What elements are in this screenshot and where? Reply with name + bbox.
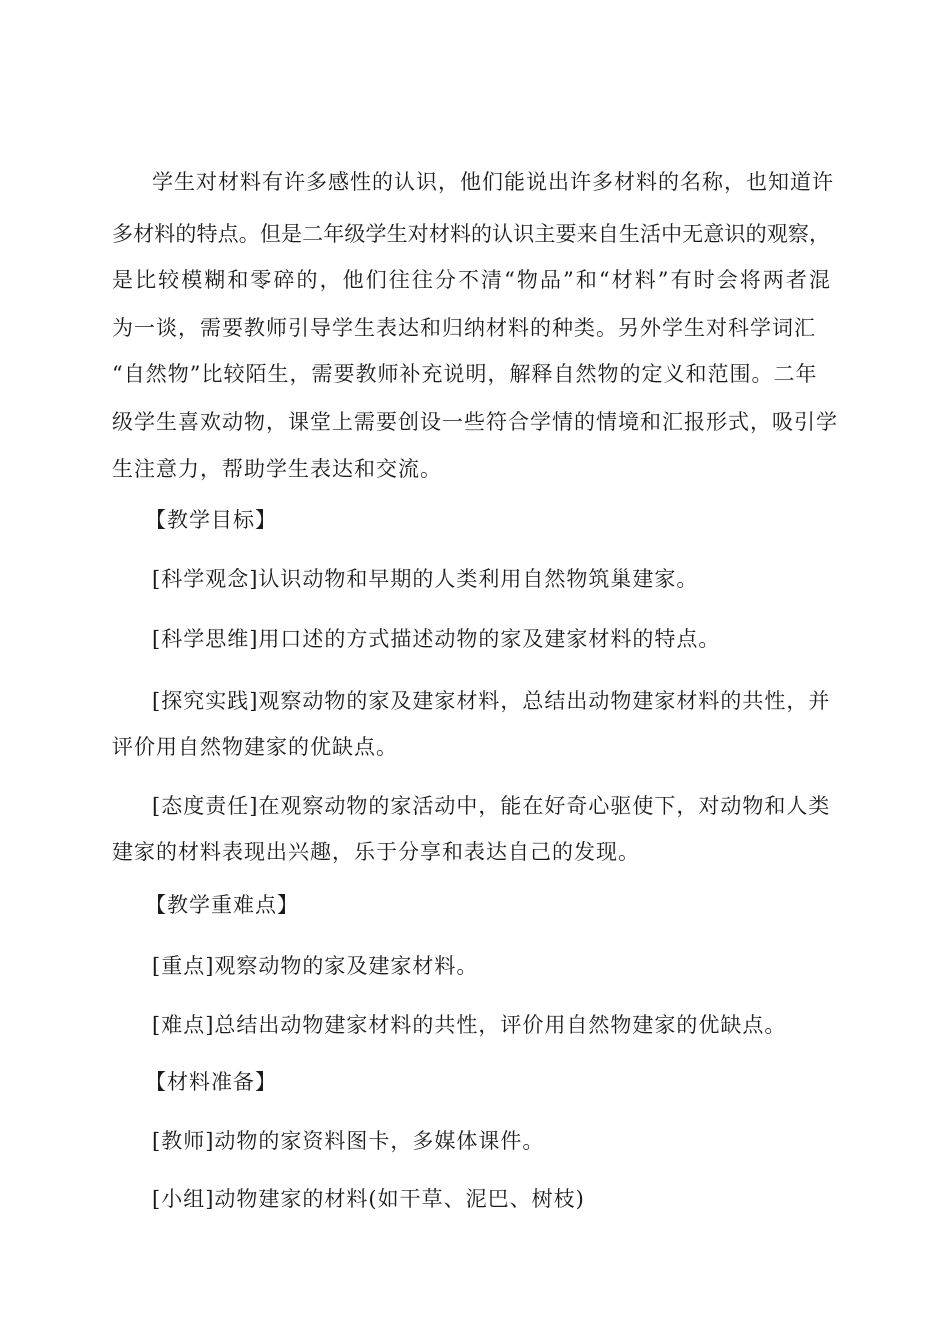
goal-science-concept: [科学观念]认识动物和早期的人类利用自然物筑巢建家。: [152, 567, 699, 591]
intro-line-1: 学生对材料有许多感性的认识，他们能说出许多材料的名称，也知道许: [152, 170, 834, 194]
intro-line-5: “自然物”比较陌生，需要教师补充说明，解释自然物的定义和范围。二年: [112, 362, 818, 386]
goal-inquiry-line-1: [探究实践]观察动物的家及建家材料，总结出动物建家材料的共性，并: [152, 689, 831, 713]
goals-heading: 【教学目标】: [145, 508, 277, 532]
materials-heading: 【材料准备】: [145, 1070, 277, 1094]
goal-science-thinking: [科学思维]用口述的方式描述动物的家及建家材料的特点。: [152, 627, 721, 651]
intro-line-6: 级学生喜欢动物，课堂上需要创设一些符合学情的情境和汇报形式，吸引学: [112, 410, 838, 434]
intro-line-3: 是比较模糊和零碎的，他们往往分不清“物品”和“材料”有时会将两者混: [112, 268, 830, 292]
goal-attitude-line-2: 建家的材料表现出兴趣，乐于分享和表达自己的发现。: [112, 840, 640, 864]
key-point: [重点]观察动物的家及建家材料。: [152, 954, 479, 978]
difficult-point: [难点]总结出动物建家材料的共性，评价用自然物建家的优缺点。: [152, 1013, 787, 1037]
materials-group: [小组]动物建家的材料(如干草、泥巴、树枝): [152, 1187, 585, 1211]
goal-attitude-line-1: [态度责任]在观察动物的家活动中，能在好奇心驱使下，对动物和人类: [152, 794, 831, 818]
key-heading: 【教学重难点】: [145, 893, 299, 917]
materials-teacher: [教师]动物的家资料图卡，多媒体课件。: [152, 1129, 545, 1153]
intro-line-4: 为一谈，需要教师引导学生表达和归纳材料的种类。另外学生对科学词汇: [112, 316, 816, 340]
intro-line-2: 多材料的特点。但是二年级学生对材料的认识主要来自生活中无意识的观察，: [112, 222, 830, 246]
intro-line-7: 生注意力，帮助学生表达和交流。: [112, 457, 442, 481]
goal-inquiry-line-2: 评价用自然物建家的优缺点。: [112, 735, 398, 759]
